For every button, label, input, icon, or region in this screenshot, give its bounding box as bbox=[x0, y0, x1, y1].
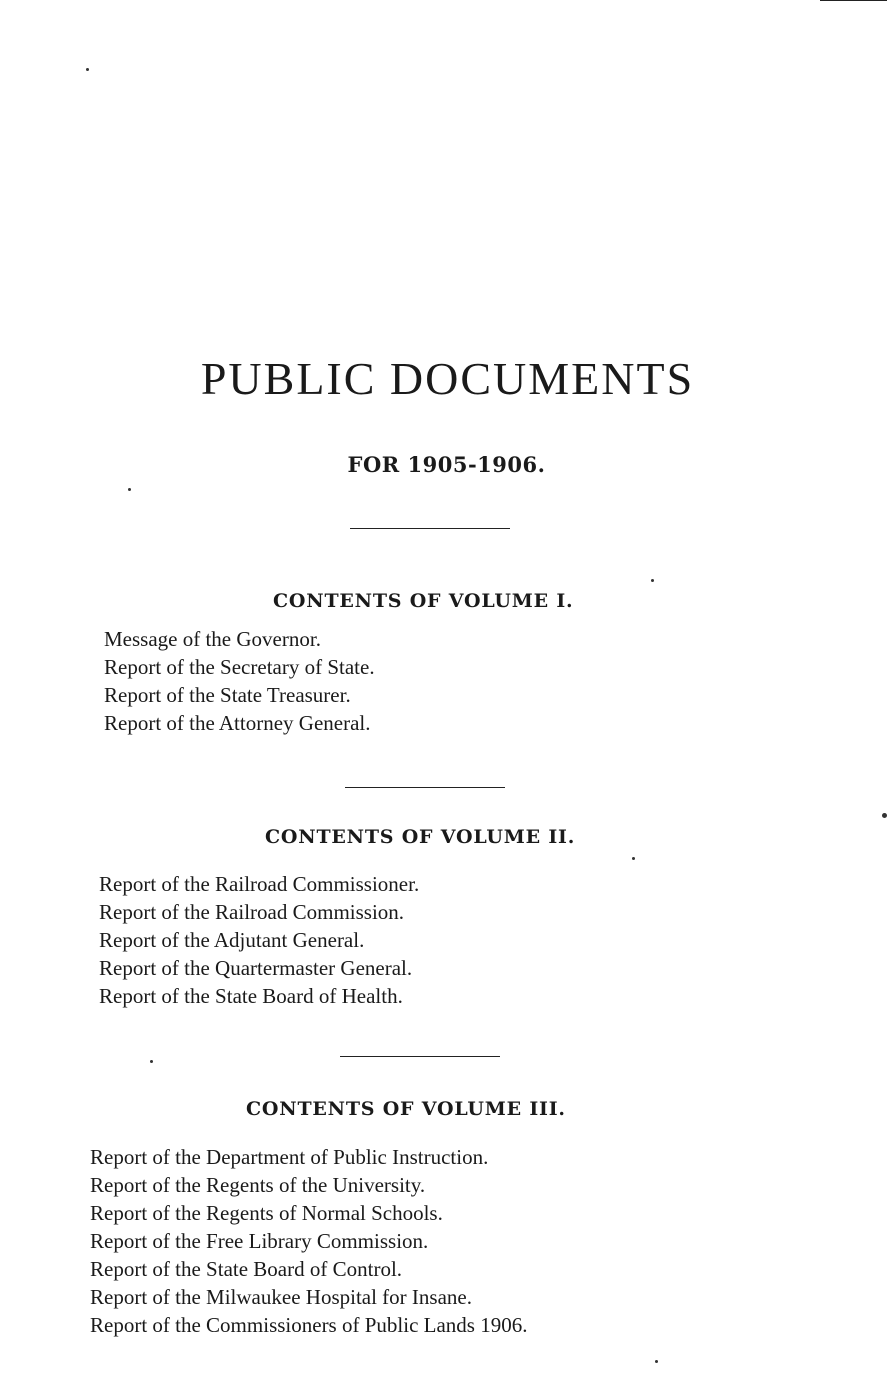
list-item: Report of the Secretary of State. bbox=[104, 655, 375, 679]
list-item: Report of the Attorney General. bbox=[104, 711, 371, 735]
volume-3-heading: CONTENTS OF VOLUME III. bbox=[246, 1098, 566, 1120]
list-item: Report of the Railroad Commission. bbox=[99, 900, 405, 924]
list-item: Message of the Governor. bbox=[104, 627, 321, 651]
page-title: PUBLIC DOCUMENTS bbox=[200, 353, 695, 404]
list-item: Report of the State Board of Health. bbox=[99, 984, 403, 1008]
scan-speck bbox=[150, 1060, 153, 1063]
list-item: Report of the State Treasurer. bbox=[104, 683, 351, 707]
scan-speck bbox=[128, 488, 131, 491]
list-item: Report of the Milwaukee Hospital for Insane. bbox=[90, 1285, 472, 1309]
divider-rule bbox=[350, 528, 510, 529]
list-item: Report of the Free Library Commission. bbox=[90, 1229, 429, 1253]
divider-rule bbox=[340, 1056, 500, 1057]
list-item: Report of the Department of Public Instruction. bbox=[90, 1145, 489, 1169]
scan-speck bbox=[655, 1360, 658, 1363]
list-item: Report of the State Board of Control. bbox=[90, 1257, 403, 1281]
list-item: Report of the Railroad Commissioner. bbox=[99, 872, 420, 896]
page-subtitle: FOR 1905-1906. bbox=[347, 452, 546, 477]
list-item: Report of the Regents of Normal Schools. bbox=[90, 1201, 443, 1225]
volume-1-contents-list bbox=[104, 625, 375, 737]
volume-1-heading: CONTENTS OF VOLUME I. bbox=[273, 590, 574, 612]
edge-line bbox=[820, 0, 887, 1]
list-item: Report of the Regents of the University. bbox=[90, 1173, 426, 1197]
scan-speck bbox=[86, 68, 89, 71]
volume-2-contents-list bbox=[99, 870, 419, 1010]
list-item: Report of the Quartermaster General. bbox=[99, 956, 413, 980]
scan-speck bbox=[882, 813, 887, 818]
volume-2-heading: CONTENTS OF VOLUME II. bbox=[265, 826, 576, 848]
volume-3-contents-list bbox=[90, 1143, 527, 1339]
scan-speck bbox=[632, 857, 635, 860]
list-item: Report of the Commissioners of Public Lands 1906. bbox=[90, 1313, 528, 1337]
scan-speck bbox=[651, 579, 654, 582]
list-item: Report of the Adjutant General. bbox=[99, 928, 365, 952]
divider-rule bbox=[345, 787, 505, 788]
